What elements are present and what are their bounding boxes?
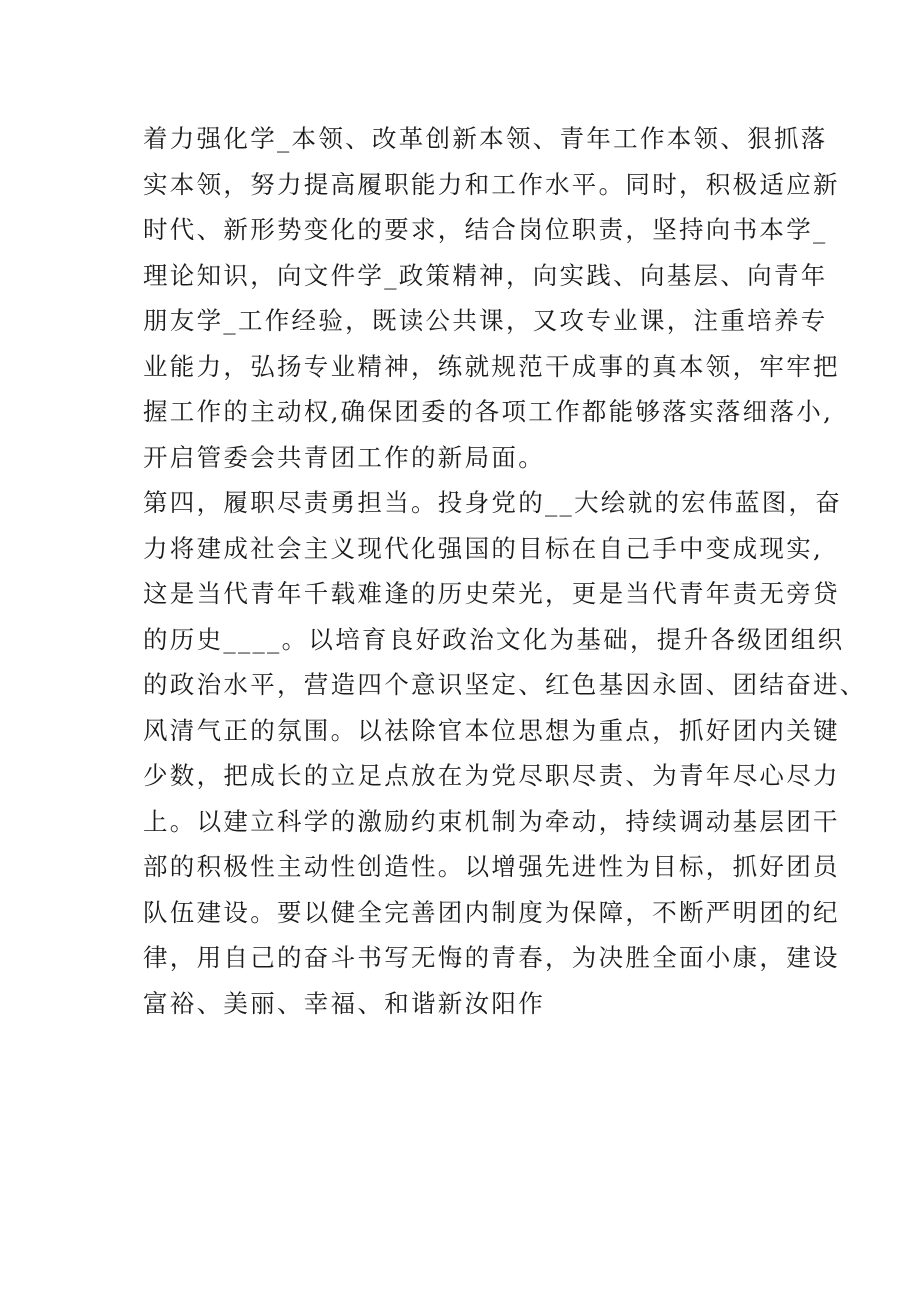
text-line: 的政治水平，营造四个意识坚定、红色基因永固、团结奋进、 [143,670,867,699]
text-line: 业能力，弘扬专业精神，练就规范干成事的真本领，牢牢把 [143,351,840,381]
text-line: 的历史____。以培育良好政治文化为基础，提升各级团组织 [143,624,845,654]
text-line: 第四，履职尽责勇担当。投身党的__大绘就的宏伟蓝图，奋 [143,488,843,517]
text-line: 富裕、美丽、幸福、和谐新汝阳作 [143,988,545,1018]
text-line: 上。以建立科学的激励约束机制为牵动，持续调动基层团干 [143,806,840,836]
body-text [143,116,867,1026]
text-line: 律，用自己的奋斗书写无悔的青春，为决胜全面小康，建设 [143,943,840,972]
text-line: 队伍建设。要以健全完善团内制度为保障，不断严明团的纪 [143,897,840,927]
text-line: 风清气正的氛围。以祛除官本位思想为重点，抓好团内关键 [143,715,840,745]
text-line: 握工作的主动权,确保团委的各项工作都能够落实落细落小, [143,397,834,426]
text-line: 开启管委会共青团工作的新局面。 [143,442,545,472]
text-line: 时代、新形势变化的要求，结合岗位职责，坚持向书本学_ [143,215,828,244]
text-line: 着力强化学_本领、改革创新本领、青年工作本领、狠抓落 [143,124,828,153]
text-line: 少数，把成长的立足点放在为党尽职尽责、为青年尽心尽力 [143,761,840,790]
text-line: 实本领，努力提高履职能力和工作水平。同时，积极适应新 [143,169,840,199]
text-line: 部的积极性主动性创造性。以增强先进性为目标，抓好团员 [143,852,840,881]
text-line: 理论知识，向文件学_政策精神，向实践、向基层、向青年 [143,260,828,290]
text-line: 力将建成社会主义现代化强国的目标在自己手中变成现实, [143,533,824,563]
text-line: 朋友学_工作经验，既读公共课，又攻专业课，注重培养专 [143,306,828,335]
text-line: 这是当代青年千载难逢的历史荣光，更是当代青年责无旁贷 [143,579,840,608]
